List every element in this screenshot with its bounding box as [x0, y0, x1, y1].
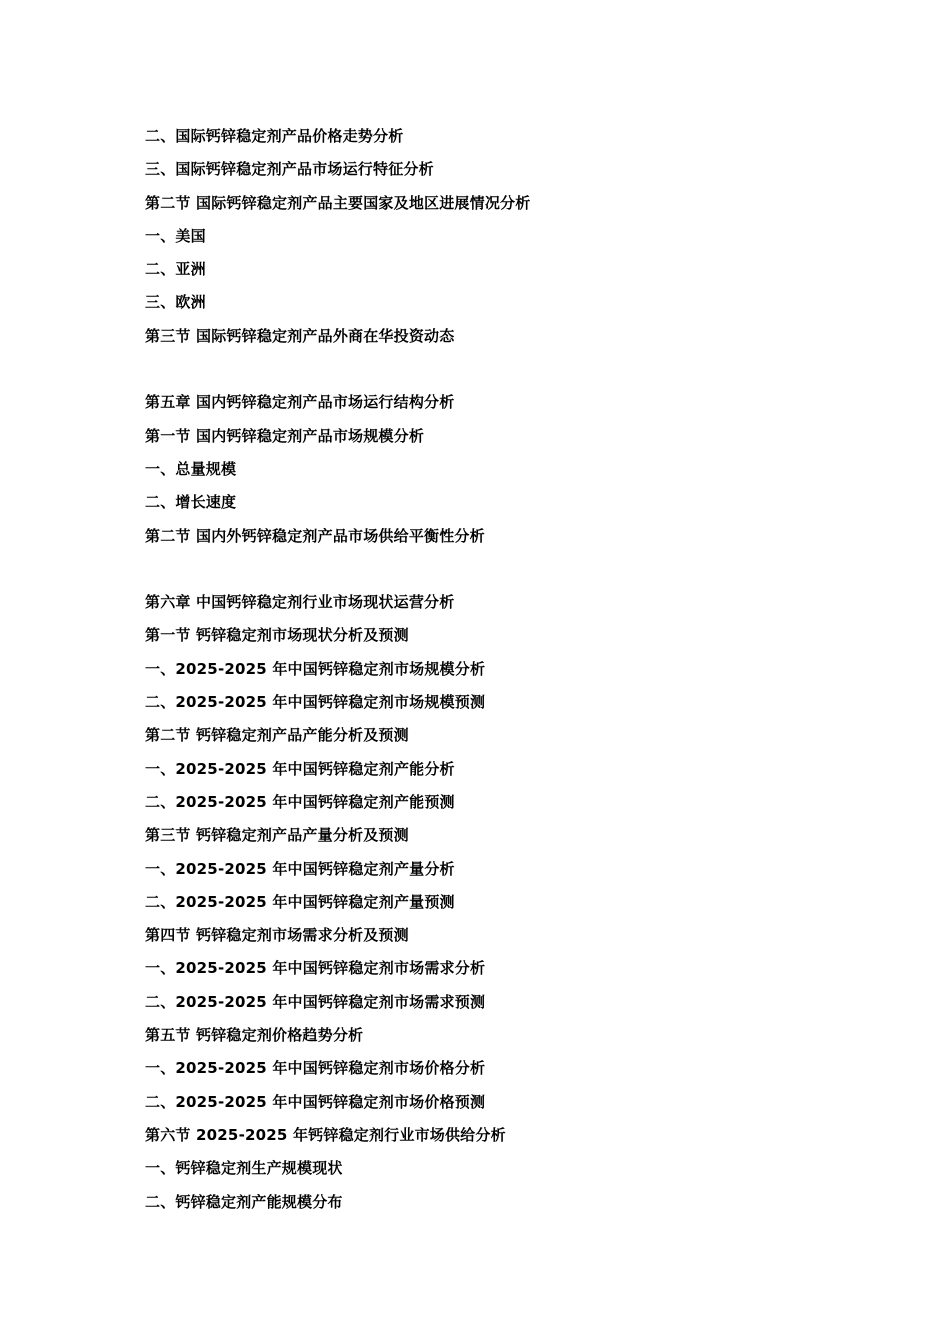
toc-entry: 一、钙锌稳定剂生产规模现状: [145, 1159, 343, 1178]
toc-section-heading: 第一节 国内钙锌稳定剂产品市场规模分析: [145, 426, 425, 445]
toc-entry: 一、2025-2025 年中国钙锌稳定剂产量分析: [145, 859, 455, 878]
toc-entry: 二、增长速度: [145, 493, 237, 512]
toc-section-heading: 第四节 钙锌稳定剂市场需求分析及预测: [145, 926, 409, 945]
toc-section-heading: 第二节 国内外钙锌稳定剂产品市场供给平衡性分析: [145, 526, 485, 545]
toc-chapter-heading: 第六章 中国钙锌稳定剂行业市场现状运营分析: [145, 593, 455, 612]
toc-entry: 一、2025-2025 年中国钙锌稳定剂产能分析: [145, 759, 455, 778]
toc-section-heading: 第五节 钙锌稳定剂价格趋势分析: [145, 1026, 364, 1045]
toc-chapter-heading: 第五章 国内钙锌稳定剂产品市场运行结构分析: [145, 393, 455, 412]
toc-entry: 二、钙锌稳定剂产能规模分布: [145, 1192, 343, 1211]
toc-section-heading: 第二节 钙锌稳定剂产品产能分析及预测: [145, 726, 409, 745]
toc-section-heading: 第三节 国际钙锌稳定剂产品外商在华投资动态: [145, 326, 455, 345]
toc-entry: 二、2025-2025 年中国钙锌稳定剂产量预测: [145, 892, 455, 911]
toc-section-heading: 第六节 2025-2025 年钙锌稳定剂行业市场供给分析: [145, 1125, 506, 1144]
toc-entry: 二、国际钙锌稳定剂产品价格走势分析: [145, 127, 404, 145]
toc-entry: 一、美国: [145, 226, 206, 245]
toc-entry: 二、2025-2025 年中国钙锌稳定剂市场价格预测: [145, 1092, 486, 1111]
toc-entry: 二、2025-2025 年中国钙锌稳定剂市场需求预测: [145, 992, 486, 1011]
toc-entry: 二、亚洲: [145, 260, 206, 279]
toc-entry: 三、欧洲: [145, 293, 206, 312]
toc-section-heading: 第二节 国际钙锌稳定剂产品主要国家及地区进展情况分析: [145, 193, 531, 212]
toc-entry: 一、2025-2025 年中国钙锌稳定剂市场规模分析: [145, 659, 486, 678]
toc-entry: 三、国际钙锌稳定剂产品市场运行特征分析: [145, 160, 434, 179]
toc-entry: 一、2025-2025 年中国钙锌稳定剂市场价格分析: [145, 1059, 486, 1078]
toc-section-heading: 第三节 钙锌稳定剂产品产量分析及预测: [145, 826, 409, 845]
toc-spacer: [145, 353, 845, 386]
table-of-contents: [145, 120, 845, 1219]
toc-entry: 二、2025-2025 年中国钙锌稳定剂产能预测: [145, 792, 455, 811]
toc-section-heading: 第一节 钙锌稳定剂市场现状分析及预测: [145, 626, 409, 645]
toc-entry: 二、2025-2025 年中国钙锌稳定剂市场规模预测: [145, 693, 486, 712]
toc-spacer: [145, 553, 845, 586]
toc-entry: 一、2025-2025 年中国钙锌稳定剂市场需求分析: [145, 959, 486, 978]
toc-entry: 一、总量规模: [145, 459, 237, 478]
